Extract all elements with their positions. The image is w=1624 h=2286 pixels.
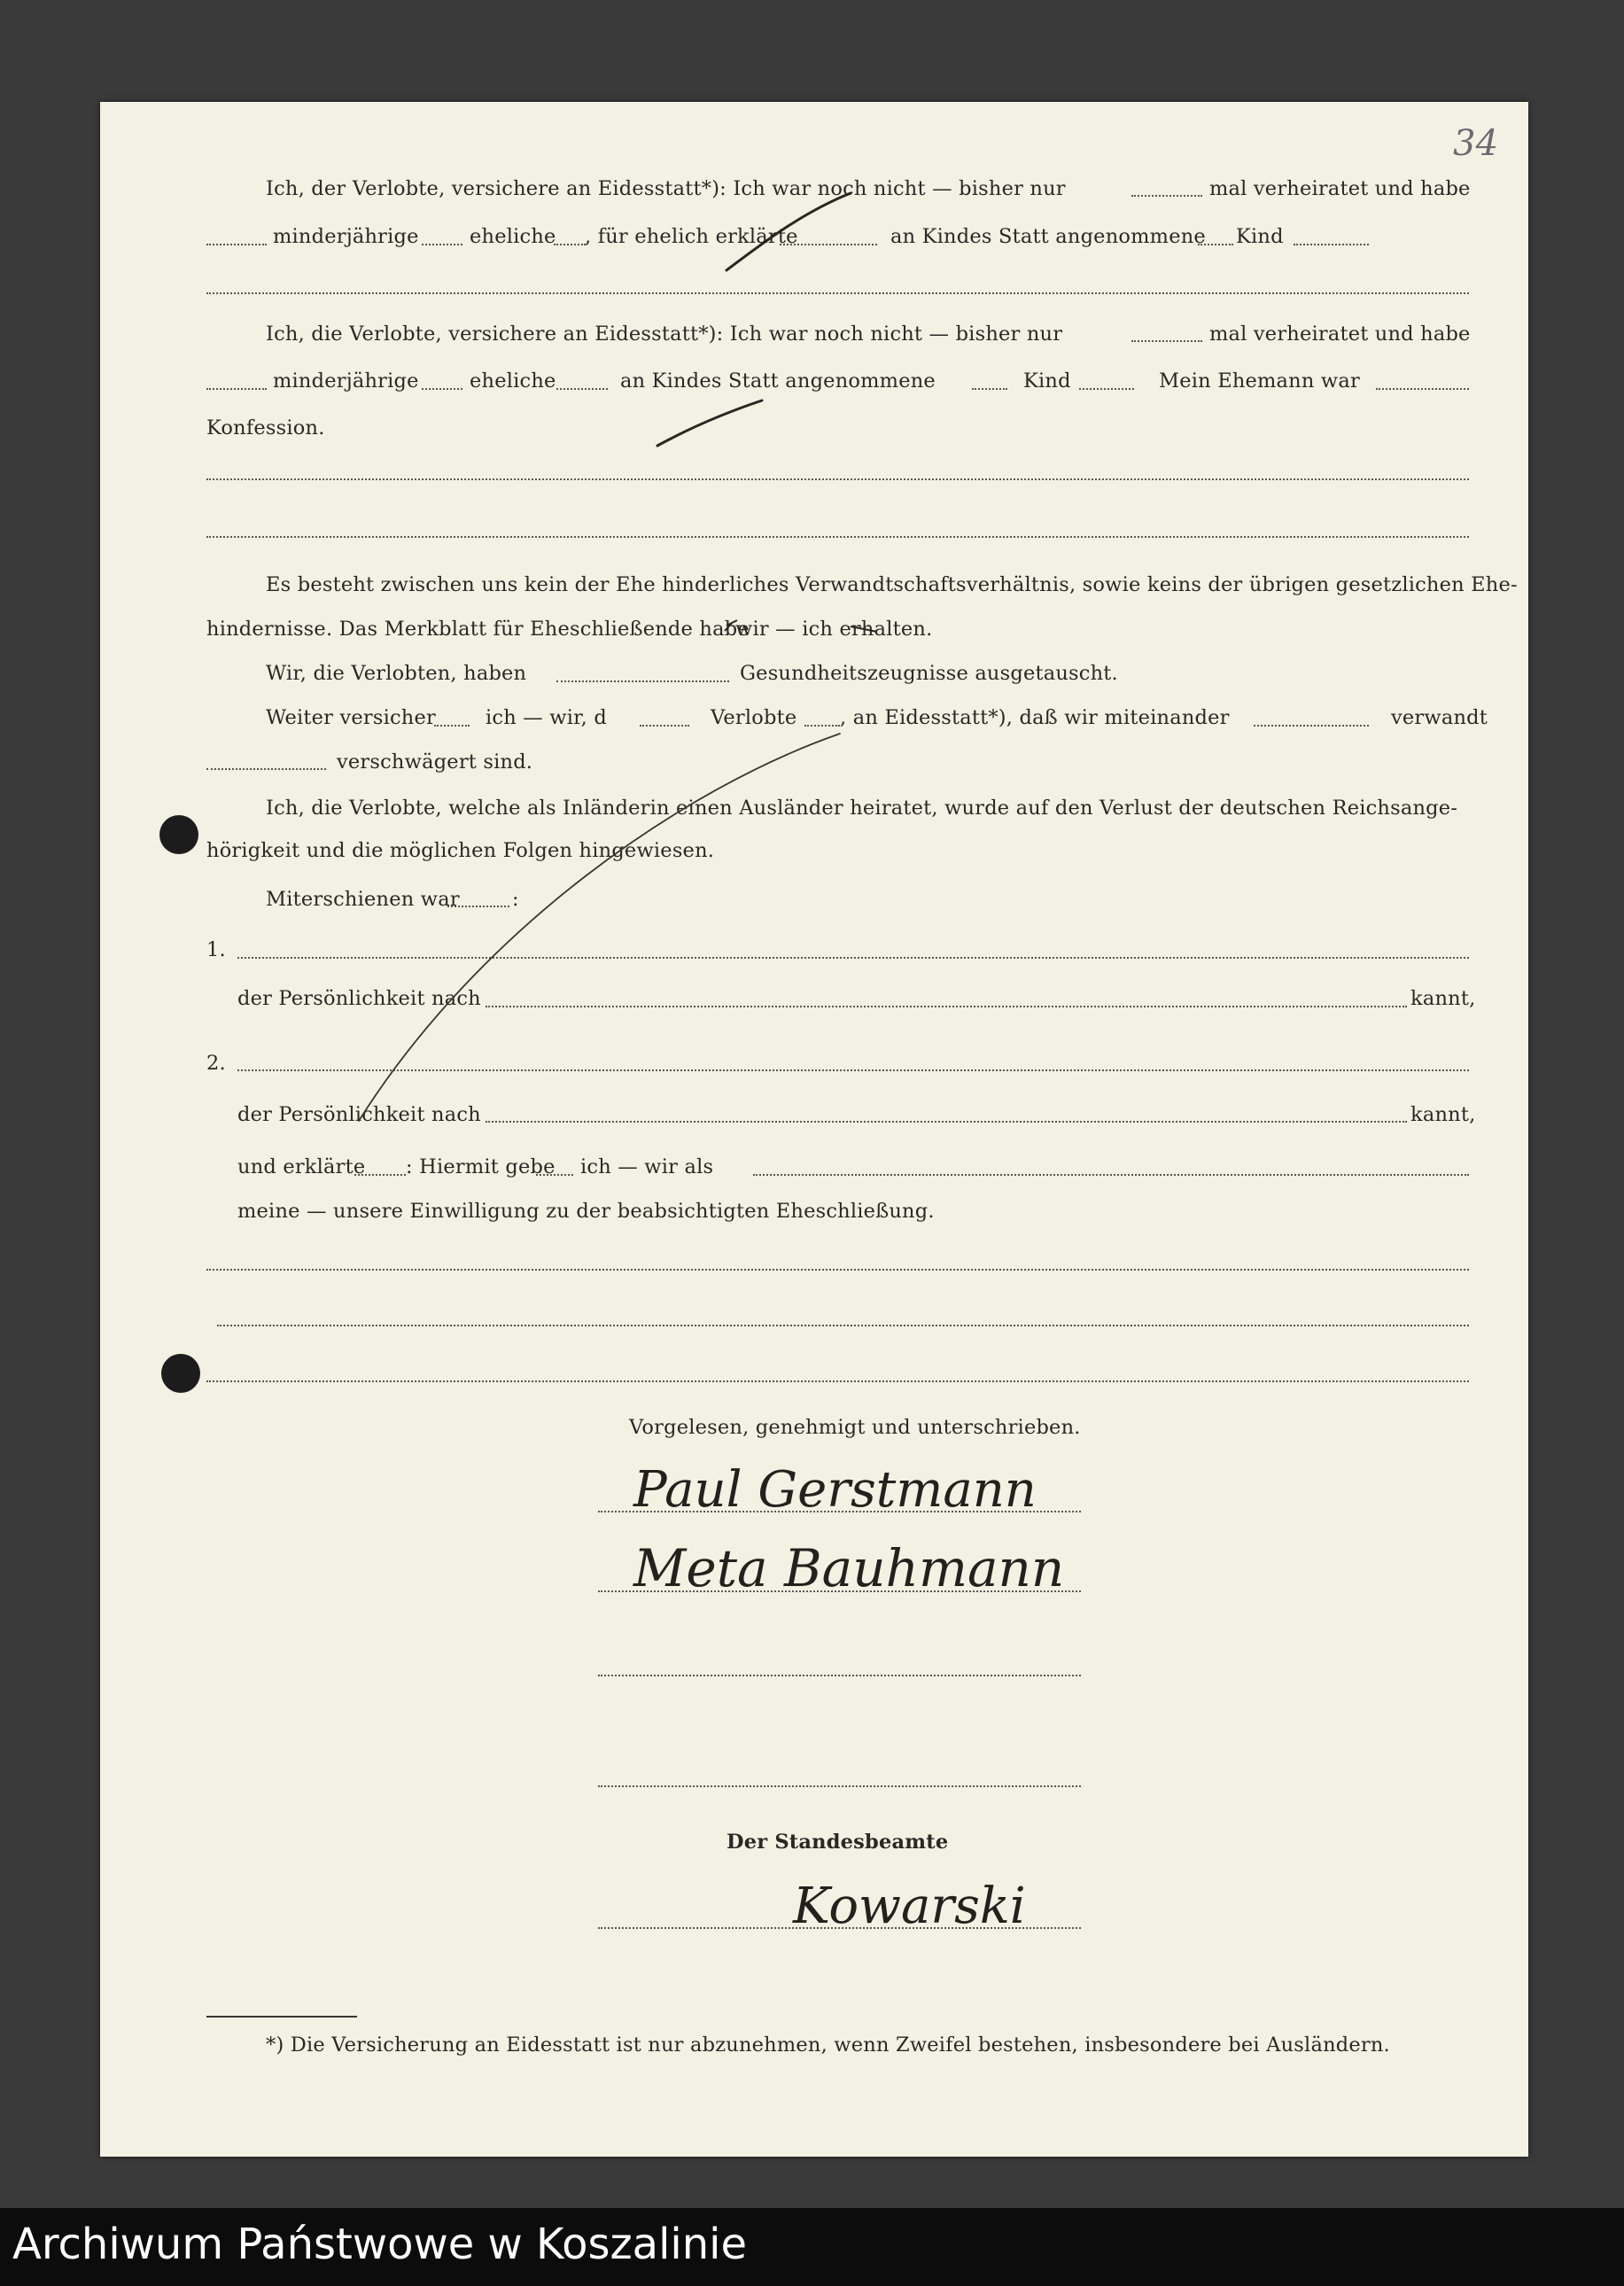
bride-husband-was: Mein Ehemann war bbox=[1159, 369, 1360, 393]
bride-declaration-line1: Ich, die Verlobte, versichere an Eidesstatt*): Ich war noch nicht — bisher nur bbox=[266, 323, 1063, 346]
witness-number-2: 2. bbox=[206, 1052, 226, 1075]
witness-1-identity: der Persönlichkeit nach bbox=[237, 987, 481, 1010]
relation-oath: , an Eidesstatt*), daß wir miteinander bbox=[840, 706, 1230, 729]
citizenship-line1: Ich, die Verlobte, welche als Inländerin einen Ausländer heiratet, wurde auf den Verlust der deutschen Reichsange- bbox=[266, 797, 1458, 820]
impediments-line1: Es besteht zwischen uns kein der Ehe hinderliches Verwandtschaftsverhältnis, sowie keins der übrigen gesetzlichen Ehe- bbox=[266, 573, 1518, 596]
cross-out-long-stroke bbox=[359, 734, 840, 1121]
relation-line: Weiter versicher bbox=[266, 706, 436, 729]
groom-declaration-line1-end: mal verheiratet und habe bbox=[1209, 177, 1471, 200]
signature-2: Meta Bauhmann bbox=[633, 1538, 1065, 1598]
cross-out-stroke-2 bbox=[657, 400, 762, 446]
health-certificates-line: Wir, die Verlobten, haben bbox=[266, 662, 527, 685]
witness-1-known: kannt, bbox=[1410, 987, 1476, 1010]
groom-minors: minderjährige bbox=[273, 225, 419, 248]
groom-declared-legitimate: , für ehelich erklärte bbox=[585, 225, 798, 248]
witnesses-colon: : bbox=[512, 888, 519, 911]
registrar-label: Der Standesbeamte bbox=[727, 1831, 949, 1854]
consent-line: meine — unsere Einwilligung zu der beabsichtigten Eheschließung. bbox=[237, 1200, 935, 1223]
witness-2-identity: der Persönlichkeit nach bbox=[237, 1103, 481, 1126]
relation-related: verwandt bbox=[1391, 706, 1488, 729]
groom-adopted: an Kindes Statt angenommene bbox=[890, 225, 1206, 248]
bride-minors: minderjährige bbox=[273, 369, 419, 393]
groom-child: Kind bbox=[1236, 225, 1284, 248]
bride-declaration-line1-end: mal verheiratet und habe bbox=[1209, 323, 1471, 346]
signature-1: Paul Gerstmann bbox=[633, 1461, 1037, 1519]
relation-we: ich — wir, d bbox=[486, 706, 607, 729]
bride-legitimate: eheliche bbox=[470, 369, 556, 393]
citizenship-line2: hörigkeit und die möglichen Folgen hingewiesen. bbox=[206, 839, 715, 862]
check-mark bbox=[725, 620, 737, 631]
strike-ich bbox=[851, 626, 877, 632]
read-approved-signed: Vorgelesen, genehmigt und unterschrieben. bbox=[629, 1416, 1081, 1439]
groom-legitimate: eheliche bbox=[470, 225, 556, 248]
relation-betrothed: Verlobte bbox=[711, 706, 797, 729]
registrar-signature: Kowarski bbox=[793, 1878, 1026, 1935]
bride-adopted: an Kindes Statt angenommene bbox=[620, 369, 936, 393]
footnote: *) Die Versicherung an Eidesstatt ist nur abzunehmen, wenn Zweifel bestehen, insbesondere bei Ausländern. bbox=[266, 2033, 1390, 2057]
witness-2-known: kannt, bbox=[1410, 1103, 1476, 1126]
bride-confession: Konfession. bbox=[206, 416, 325, 439]
groom-declaration-line1: Ich, der Verlobte, versichere an Eidesstatt*): Ich war noch nicht — bisher nur bbox=[266, 177, 1066, 200]
health-certificates: Gesundheitszeugnisse ausgetauscht. bbox=[740, 662, 1118, 685]
witness-number-1: 1. bbox=[206, 938, 226, 961]
impediments-line2-end: wir — ich erhalten. bbox=[735, 618, 933, 641]
archive-name: Archiwum Państwowe w Koszalinie bbox=[12, 2220, 748, 2269]
declared-give: : Hiermit gebe bbox=[406, 1155, 556, 1178]
page-number: 34 bbox=[1453, 123, 1499, 164]
witnesses-intro: Miterschienen war bbox=[266, 888, 460, 911]
relation-in-law: verschwägert sind. bbox=[337, 750, 533, 774]
declared-line: und erklärte bbox=[237, 1155, 366, 1178]
declared-we-as: ich — wir als bbox=[580, 1155, 714, 1178]
impediments-line2: hindernisse. Das Merkblatt für Eheschließende habe bbox=[206, 618, 750, 641]
bride-child: Kind bbox=[1023, 369, 1071, 393]
cross-out-stroke-1 bbox=[727, 193, 851, 270]
